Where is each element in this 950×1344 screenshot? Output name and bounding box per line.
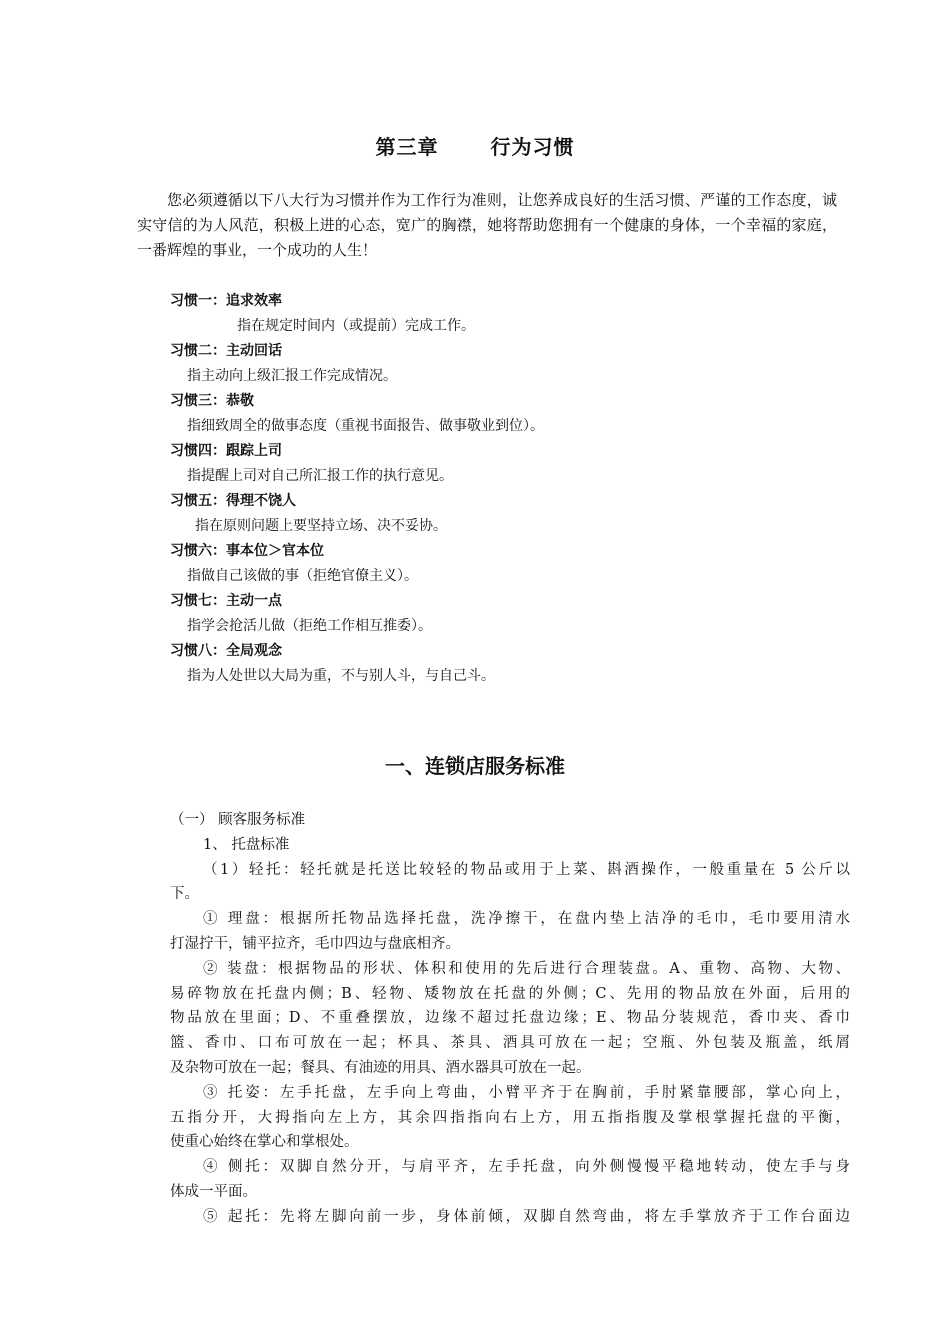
chapter-label: 第三章 [375,135,439,159]
habit-1-title: 习惯一：追求效率 [170,293,282,309]
paragraph-line: 五指分开，大拇指向左上方，其余四指指向右上方，用五指指腹及掌根掌握托盘的平衡， [170,1109,850,1126]
paragraph-line: 及杂物可放在一起；餐具、有油迹的用具、酒水器具可放在一起。 [170,1059,591,1076]
paragraph-line: （1）轻托：轻托就是托送比较轻的物品或用于上菜、斟酒操作，一般重量在 5 公斤以 [203,861,850,878]
chapter-name: 行为习惯 [490,135,575,159]
service-standard-body [170,808,850,1230]
chapter-title [0,131,950,160]
paragraph-line: ② 装盘：根据物品的形状、体积和使用的先后进行合理装盘。A、重物、高物、大物、 [203,960,850,977]
item-heading: 1、 托盘标准 [203,836,290,853]
habit-4-desc: 指提醒上司对自己所汇报工作的执行意见。 [187,468,453,484]
habit-5-title: 习惯五：得理不饶人 [170,493,296,509]
paragraph-line: ① 理盘：根据所托物品选择托盘，洗净擦干，在盘内垫上洁净的毛巾，毛巾要用清水 [203,911,850,928]
habit-2-desc: 指主动向上级汇报工作完成情况。 [187,368,397,384]
intro-text: 您必须遵循以下八大行为习惯并作为工作行为准则，让您养成良好的生活习惯、严谨的工作态度，诚实守信的为人风范，积极上进的心态，宽广的胸襟，她将帮助您拥有一个健康的身体，一个幸福的家庭，一番辉煌的事业，一个成功的人生！ [137,191,837,259]
paragraph-line: ⑤ 起托：先将左脚向前一步，身体前倾，双脚自然弯曲，将左手掌放齐于工作台面边 [203,1208,850,1225]
habit-5-desc: 指在原则问题上要坚持立场、决不妥协。 [195,518,447,534]
habit-7-title: 习惯七：主动一点 [170,593,282,609]
habit-1-desc: 指在规定时间内（或提前）完成工作。 [237,318,475,334]
paragraph-line: ③ 托姿：左手托盘，左手向上弯曲，小臂平齐于在胸前，手肘紧靠腰部，掌心向上， [203,1084,850,1101]
paragraph-line: 物品放在里面；D、不重叠摆放，边缘不超过托盘边缘；E、物品分装规范，香巾夹、香巾 [170,1010,850,1027]
intro-paragraph [137,188,837,263]
paragraph-line: 使重心始终在掌心和掌根处。 [170,1134,359,1151]
habit-3-desc: 指细致周全的做事态度（重视书面报告、做事敬业到位）。 [187,418,544,434]
habit-6-title: 习惯六：事本位＞官本位 [170,543,324,559]
paragraph-line: ④ 侧托：双脚自然分开，与肩平齐，左手托盘，向外侧慢慢平稳地转动，使左手与身 [203,1159,850,1176]
habit-2-title: 习惯二：主动回话 [170,343,282,359]
section-title: 一、连锁店服务标准 [385,754,565,778]
habit-8-title: 习惯八：全局观念 [170,643,282,659]
habit-8-desc: 指为人处世以大局为重，不与别人斗，与自己斗。 [187,668,495,684]
habits-list [170,291,870,691]
paragraph-line: 体成一平面。 [170,1183,257,1200]
paragraph-line: 打湿拧干，铺平拉齐，毛巾四边与盘底相齐。 [170,935,460,952]
habit-7-desc: 指学会抢活儿做（拒绝工作相互推委）。 [187,618,432,634]
paragraph-line: 篮、香巾、口布可放在一起；杯具、茶具、酒具可放在一起；空瓶、外包装及瓶盖，纸屑 [170,1035,850,1052]
habit-3-title: 习惯三：恭敬 [170,393,254,409]
paragraph-line: 下。 [170,886,199,903]
habit-4-title: 习惯四：跟踪上司 [170,443,282,459]
habit-6-desc: 指做自己该做的事（拒绝官僚主义）。 [187,568,418,584]
paragraph-line: 易碎物放在托盘内侧；B、轻物、矮物放在托盘的外侧；C、先用的物品放在外面，后用的 [170,985,850,1002]
subsection-heading: （一） 顾客服务标准 [170,812,306,828]
